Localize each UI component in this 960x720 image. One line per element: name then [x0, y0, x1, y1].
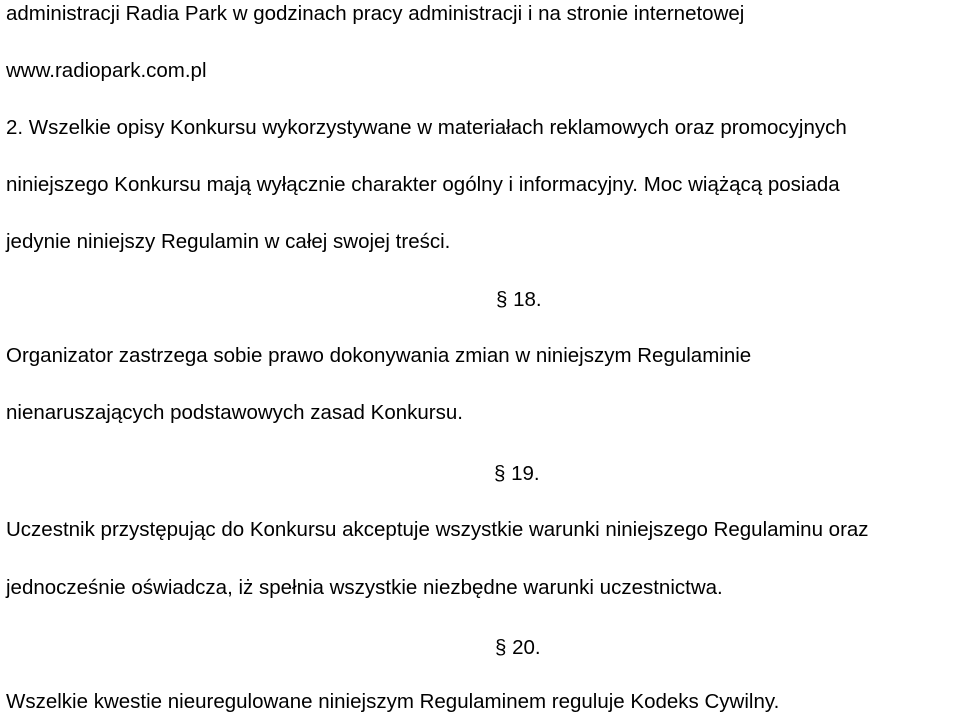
section-20-line: Wszelkie kwestie nieuregulowane niniejszym Regulaminem reguluje Kodeks Cywilny. — [6, 690, 780, 713]
paragraph-line: administracji Radia Park w godzinach pracy administracji i na stronie internetowej — [6, 2, 745, 25]
section-heading-18: § 18. — [496, 288, 542, 311]
section-19-line: Uczestnik przystępując do Konkursu akceptuje wszystkie warunki niniejszego Regulaminu oraz — [6, 518, 869, 541]
section-heading-19: § 19. — [494, 462, 540, 485]
section-heading-20: § 20. — [495, 636, 541, 659]
paragraph-line: niniejszego Konkursu mają wyłącznie charakter ogólny i informacyjny. Moc wiążącą posiada — [6, 173, 840, 196]
section-18-line: nienaruszających podstawowych zasad Konkursu. — [6, 401, 463, 424]
paragraph-line: 2. Wszelkie opisy Konkursu wykorzystywane w materiałach reklamowych oraz promocyjnych — [6, 116, 847, 139]
website-line: www.radiopark.com.pl — [6, 59, 207, 82]
section-19-line: jednocześnie oświadcza, iż spełnia wszystkie niezbędne warunki uczestnictwa. — [6, 576, 723, 599]
paragraph-line: jedynie niniejszy Regulamin w całej swojej treści. — [6, 230, 451, 253]
section-18-line: Organizator zastrzega sobie prawo dokonywania zmian w niniejszym Regulaminie — [6, 344, 752, 367]
